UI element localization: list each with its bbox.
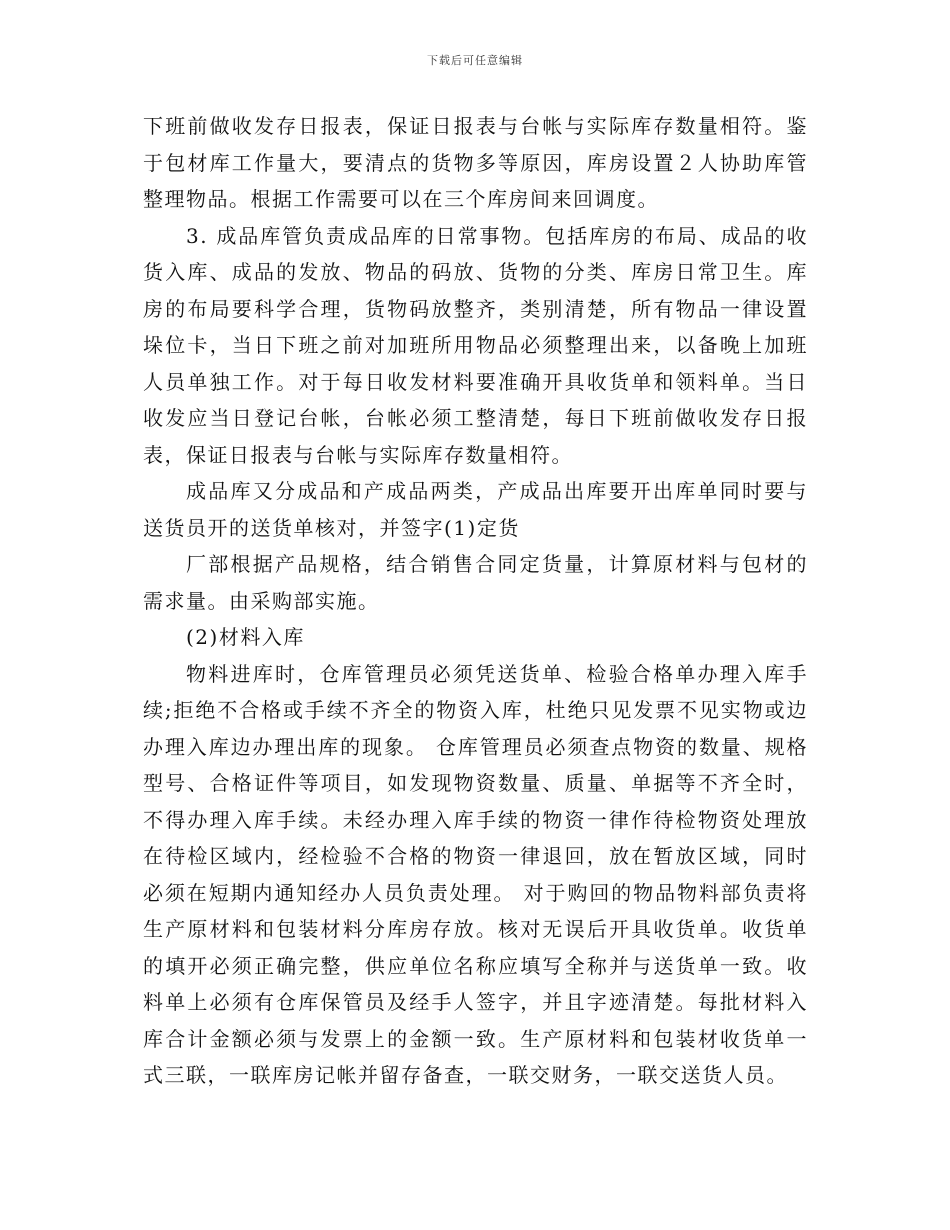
section-heading-material-receiving: (2)材料入库 [186,625,305,649]
paragraph-continuation: 下班前做收发存日报表，保证日报表与台帐与实际库存数量相符。鉴于包材库工作量大，要清点的货物多等原因，库房设置２人协助库管整理物品。根据工作需要可以在三个库房间来回调度。 [143,114,808,211]
paragraph-ordering: 厂部根据产品规格，结合销售合同定货量，计算原材料与包材的需求量。由采购部实施。 [143,552,808,613]
paragraph-finished-goods-manager: 3. 成品库管负责成品库的日常事物。包括库房的布局、成品的收货入库、成品的发放、物品的码放、货物的分类、库房日常卫生。库房的布局要科学合理，货物码放整齐，类别清楚，所有物品一律设置垛位卡，当日下班之前对加班所用物品必须整理出来，以备晚上加班人员单独工作。对于每日收发材料要准确开具收货单和领料单。当日收发应当日登记台帐，台帐必须工整清楚，每日下班前做收发存日报表，保证日报表与台帐与实际库存数量相符。 [143,223,808,467]
page-header: 下载后可任意编辑 [427,54,523,67]
document-body [143,108,808,1094]
paragraph-finished-goods-categories: 成品库又分成品和产成品两类，产成品出库要开出库单同时要与送货员开的送货单核对，并签字(1)定货 [143,479,808,540]
paragraph-material-receiving: 物料进库时，仓库管理员必须凭送货单、检验合格单办理入库手续;拒绝不合格或手续不齐全的物资入库，杜绝只见发票不见实物或边办理入库边办理出库的现象。 仓库管理员必须查点物资的数量、规格型号、合格证件等项目，如发现物资数量、质量、单据等不齐全时，不得办理入库手续。未经办理入库手续的物资一律作待检物资处理放在待检区域内，经检验不合格的物资一律退回，放在暂放区域，同时必须在短期内通知经办人员负责处理。 对于购回的物品物料部负责将生产原材料和包装材料分库房存放。核对无误后开具收货单。收货单的填开必须正确完整，供应单位名称应填写全称并与送货单一致。收料单上必须有仓库保管员及经手人签字，并且字迹清楚。每批材料入库合计金额必须与发票上的金额一致。生产原材料和包装材收货单一式三联，一联库房记帐并留存备查，一联交财务，一联交送货人员。 [143,661,808,1087]
